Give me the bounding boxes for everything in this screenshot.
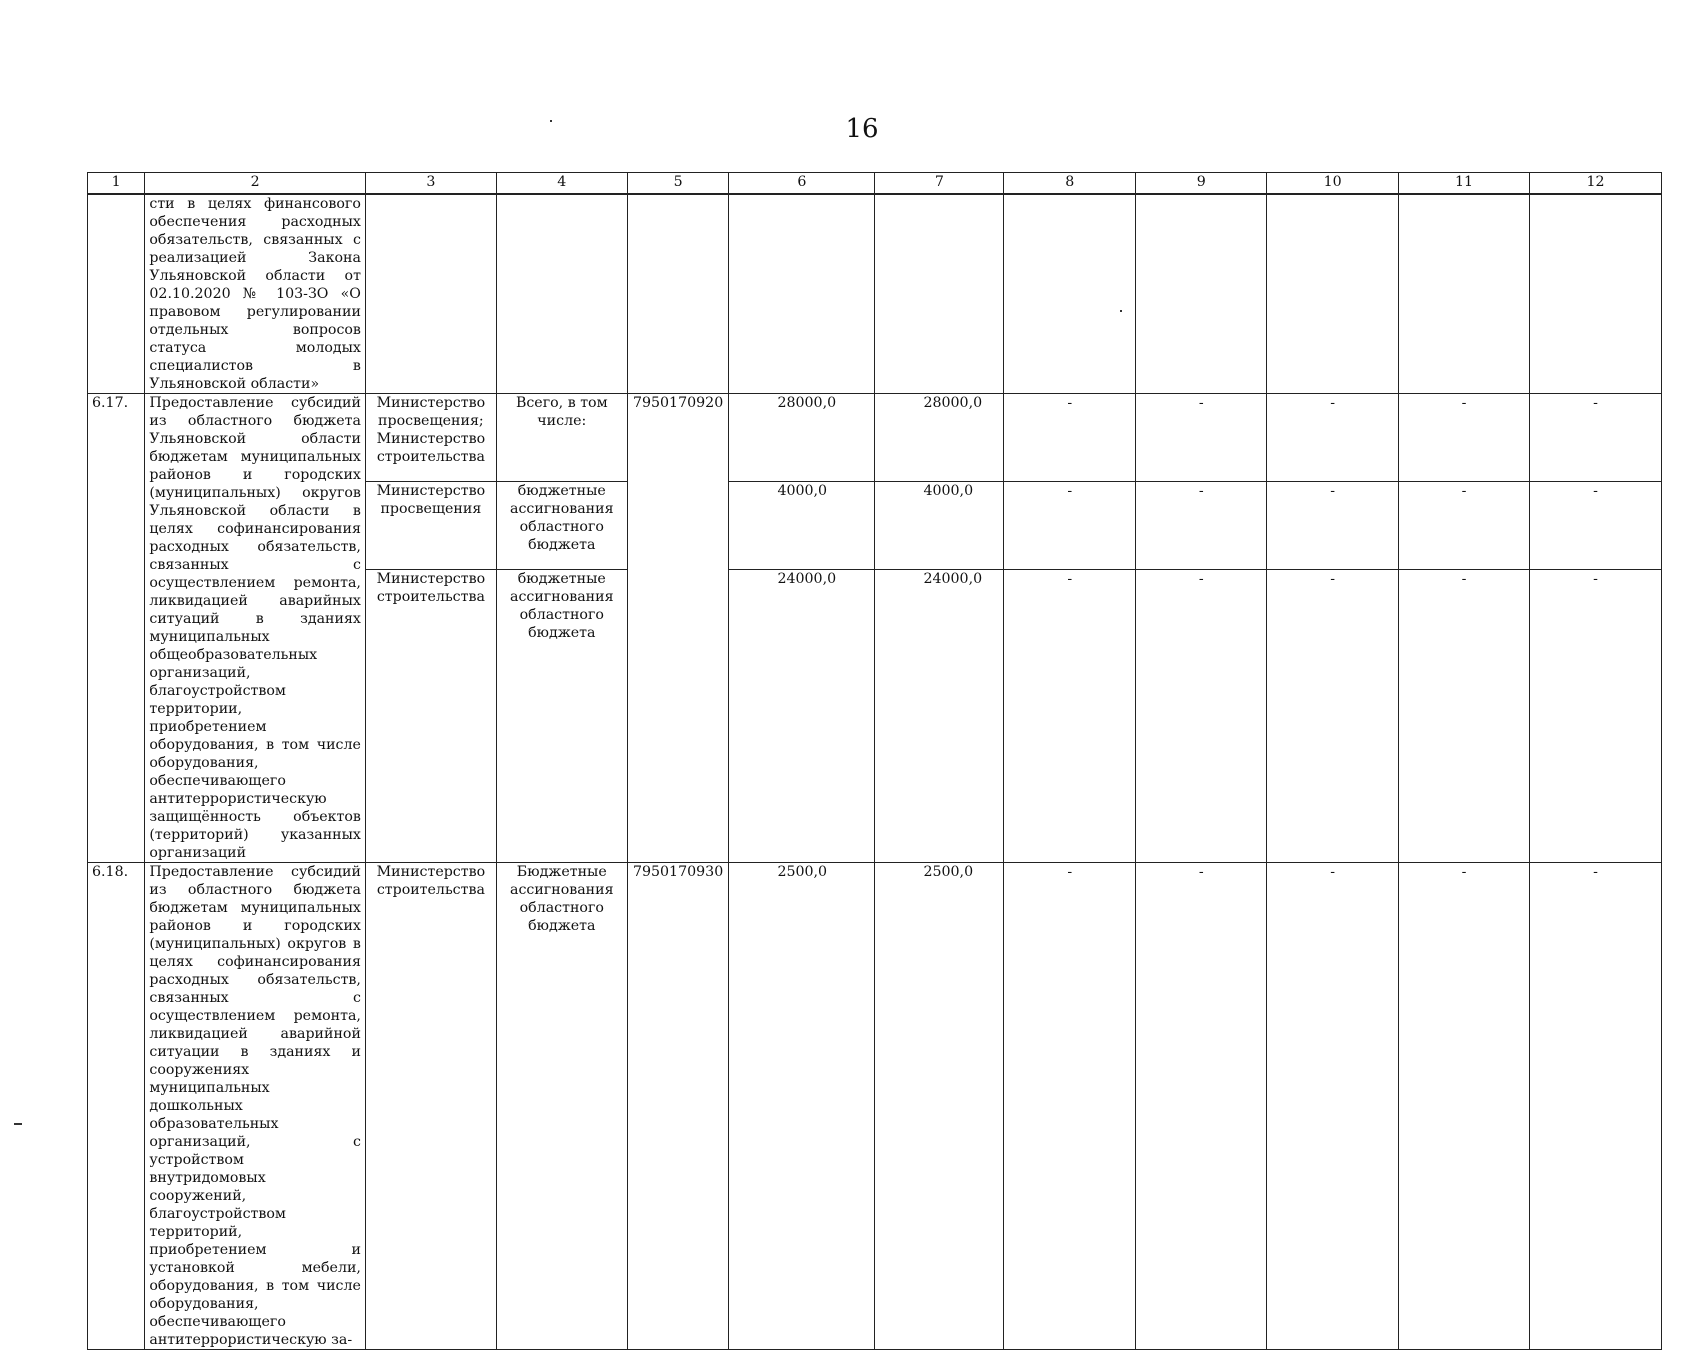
cell-value-7: 28000,0 — [875, 394, 1004, 482]
cell-number: 6.18. — [88, 863, 145, 1350]
cell-value-6: 24000,0 — [729, 569, 875, 862]
cell-value-12: - — [1530, 394, 1662, 482]
budget-table — [87, 172, 1662, 1350]
cell-value-7: 2500,0 — [875, 863, 1004, 1350]
cell-value-12: - — [1530, 569, 1662, 862]
cell-number: 6.17. — [88, 394, 145, 863]
cell-number — [88, 194, 145, 394]
column-header: 2 — [145, 173, 366, 195]
cell-value-8: - — [1004, 569, 1136, 862]
column-header: 11 — [1399, 173, 1530, 195]
cell-executor — [365, 194, 496, 394]
column-header: 9 — [1136, 173, 1267, 195]
column-header: 12 — [1530, 173, 1662, 195]
column-header: 5 — [627, 173, 729, 195]
cell-value — [1136, 194, 1267, 394]
cell-value-11: - — [1399, 481, 1530, 569]
cell-value-10: - — [1267, 863, 1399, 1350]
cell-value — [875, 194, 1004, 394]
cell-value-11: - — [1399, 569, 1530, 862]
scan-speck — [14, 1123, 22, 1125]
cell-executor: Министерство строительства — [365, 863, 496, 1350]
cell-value-9: - — [1136, 481, 1267, 569]
column-header: 8 — [1004, 173, 1136, 195]
column-header: 1 — [88, 173, 145, 195]
cell-value-6: 28000,0 — [729, 394, 875, 482]
cell-source: Бюджетные ассигнования областного бюджета — [496, 863, 627, 1350]
cell-source — [496, 194, 627, 394]
table-row-6-18 — [88, 863, 1662, 1350]
cell-value-10: - — [1267, 569, 1399, 862]
cell-value — [1004, 194, 1136, 394]
cell-value-7: 24000,0 — [875, 569, 1004, 862]
cell-value-9: - — [1136, 863, 1267, 1350]
cell-executor: Министерство строительства — [365, 569, 496, 862]
cell-description: сти в целях финансового обеспечения расходных обязательств, связанных с реализацией Закона Ульяновской области от 02.10.2020 № 103-ЗО «О правовом регулировании отдельных вопросов статуса молодых специалистов в Ульяновской области» — [145, 194, 366, 394]
cell-value-12: - — [1530, 481, 1662, 569]
cell-value-10: - — [1267, 481, 1399, 569]
cell-code: 7950170920 — [627, 394, 729, 863]
cell-value — [1399, 194, 1530, 394]
cell-value-8: - — [1004, 481, 1136, 569]
column-header: 4 — [496, 173, 627, 195]
cell-value-11: - — [1399, 863, 1530, 1350]
cell-source: бюджетные ассигнования областного бюджета — [496, 481, 627, 569]
cell-code: 7950170930 — [627, 863, 729, 1350]
cell-description: Предоставление субсидий из областного бюджета бюджетам муниципальных районов и городских (муниципальных) округов в целях софинансирования расходных обязательств, связанных с осуществлением ремонта, ликвидацией аварийной ситуации в зданиях и сооружениях муниципальных дошкольных образовательных организаций, с устройством внутридомовых сооружений, благоустройством территорий, приобретением и установкой мебели, оборудования, в том числе оборудования, обеспечивающего антитеррористическую за- — [145, 863, 366, 1350]
cell-source: Всего, в том числе: — [496, 394, 627, 482]
table-row-continuation — [88, 194, 1662, 394]
cell-value-6: 2500,0 — [729, 863, 875, 1350]
cell-source: бюджетные ассигнования областного бюджета — [496, 569, 627, 862]
column-header: 10 — [1267, 173, 1399, 195]
cell-value-11: - — [1399, 394, 1530, 482]
header-row — [88, 173, 1662, 195]
cell-value-7: 4000,0 — [875, 481, 1004, 569]
cell-value-9: - — [1136, 569, 1267, 862]
cell-value-9: - — [1136, 394, 1267, 482]
cell-executor: Министерство просвещения — [365, 481, 496, 569]
cell-value — [729, 194, 875, 394]
page-number: 16 — [845, 114, 879, 144]
cell-value-10: - — [1267, 394, 1399, 482]
cell-value-8: - — [1004, 863, 1136, 1350]
column-header: 3 — [365, 173, 496, 195]
column-header: 7 — [875, 173, 1004, 195]
column-header: 6 — [729, 173, 875, 195]
cell-value-6: 4000,0 — [729, 481, 875, 569]
cell-value — [1530, 194, 1662, 394]
cell-description: Предоставление субсидий из областного бюджета Ульяновской области бюджетам муниципальных районов и городских (муниципальных) округов Ульяновской области в целях софинансирования расходных обязательств, связанных с осуществлением ремонта, ликвидацией аварийных ситуаций в зданиях муниципальных общеобразовательных организаций, благоустройством территории, приобретением оборудования, в том числе оборудования, обеспечивающего антитеррористическую защищённость объектов (территорий) указанных организаций — [145, 394, 366, 863]
cell-value — [1267, 194, 1399, 394]
cell-code — [627, 194, 729, 394]
cell-value-12: - — [1530, 863, 1662, 1350]
cell-value-8: - — [1004, 394, 1136, 482]
scan-speck — [550, 120, 552, 122]
table-row-6-17-total — [88, 394, 1662, 482]
cell-executor: Министерство просвещения; Министерство строительства — [365, 394, 496, 482]
